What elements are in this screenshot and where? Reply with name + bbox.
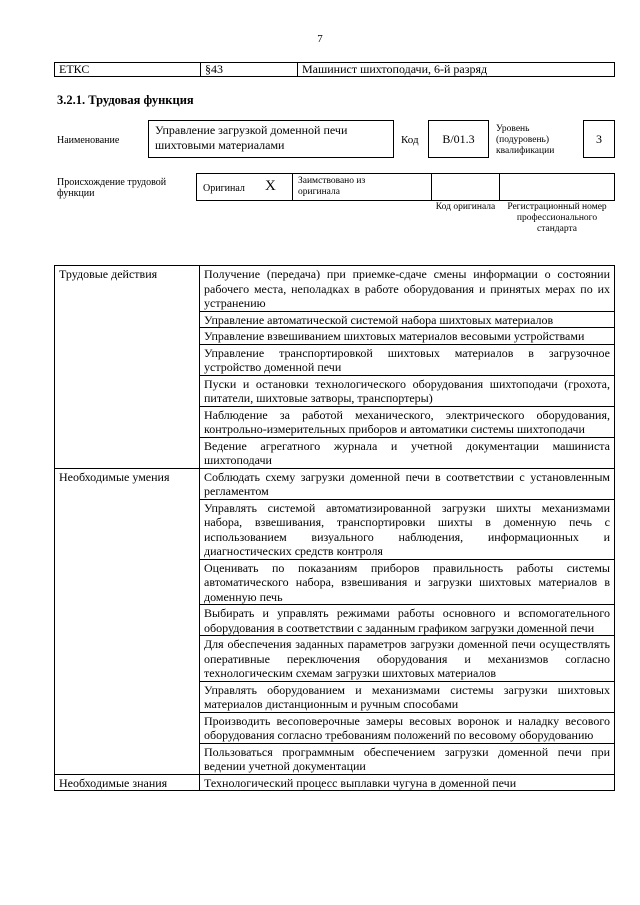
level-box (583, 120, 615, 158)
borrowed-box (292, 173, 432, 201)
labor-actions-item: Получение (передача) при приемке-сдаче смены информации о состоянии рабочего места, неполадках в работе оборудования и принятых мерах по их устранению (200, 266, 615, 312)
labor-actions-item: Управление взвешиванием шихтовых материалов весовыми устройствами (200, 328, 615, 345)
reg-number-box (499, 173, 615, 201)
required-skills-item: Управлять оборудованием и механизмами системы загрузки шихтовых материалов дистанционным и ручным способами (200, 681, 615, 712)
original-code-box (431, 173, 500, 201)
labor-actions-item: Наблюдение за работой механического, электрического оборудования, контрольно-измерительных приборов и автоматики системы шихтоподачи (200, 406, 615, 437)
table-row (55, 774, 615, 791)
level-value: 3 (596, 132, 602, 146)
required-skills-item: Производить весоповерочные замеры весовых воронок и наладку весового оборудования согласно требованиям положений по весовому оборудованию (200, 712, 615, 743)
required-skills-item: Для обеспечения заданных параметров загрузки доменной печи осуществлять оперативные переключения оборудования и механизмов согласно технологическим схемам загрузки шихтовых материалов (200, 636, 615, 682)
function-name-box (148, 120, 394, 158)
required-skills-item: Выбирать и управлять режимами работы основного и вспомогательного оборудования в соответствии с заданным графиком загрузки доменной печи (200, 605, 615, 636)
etks-paragraph-cell: §43 (201, 63, 298, 77)
table-row (55, 63, 615, 77)
labor-actions-item: Ведение агрегатного журнала и учетной документации машиниста шихтоподачи (200, 437, 615, 468)
level-label: Уровень (подуровень) квалификации (496, 124, 555, 156)
table-row (55, 468, 615, 499)
origin-label: Происхождение трудовой функции (57, 177, 167, 199)
code-value: В/01.3 (442, 132, 475, 146)
labor-actions-heading: Трудовые действия (55, 266, 200, 469)
etks-cell: ЕТКС (55, 63, 201, 77)
etks-profession-cell: Машинист шихтоподачи, 6-й разряд (298, 63, 615, 77)
required-skills-item: Управлять системой автоматизированной загрузки шихты механизмами набора, взвешивания, транспортировки шихты в доменную печь с использованием визуального наблюдения, информационных и диагностических средств контроля (200, 499, 615, 559)
required-knowledge-heading: Необходимые знания (55, 774, 200, 791)
original-label: Оригинал (203, 183, 245, 194)
labor-function-table (54, 265, 615, 791)
original-box (196, 173, 293, 201)
required-skills-item: Пользоваться программным обеспечением загрузки доменной печи при ведении учетной документации (200, 743, 615, 774)
table-row (55, 266, 615, 312)
reg-number-caption: Регистрационный номер профессионального стандарта (507, 202, 607, 234)
code-label: Код (401, 134, 419, 146)
section-title: 3.2.1. Трудовая функция (57, 93, 194, 107)
required-skills-item: Соблюдать схему загрузки доменной печи в соответствии с установленным регламентом (200, 468, 615, 499)
name-label: Наименование (57, 135, 120, 146)
labor-actions-item: Управление автоматической системой набора шихтовых материалов (200, 311, 615, 328)
required-skills-heading: Необходимые умения (55, 468, 200, 774)
labor-actions-item: Пуски и остановки технологического оборудования шихтоподачи (грохота, питатели, шихтовые затворы, транспортеры) (200, 375, 615, 406)
required-knowledge-item: Технологический процесс выплавки чугуна в доменной печи (200, 774, 615, 791)
etks-table (54, 62, 615, 77)
required-skills-item: Оценивать по показаниям приборов правильность работы системы автоматического набора, взвешивания и загрузки шихтовых материалов в доменную печь (200, 559, 615, 605)
original-code-caption: Код оригинала (435, 202, 496, 212)
function-name-value: Управление загрузкой доменной печи шихтовыми материалами (155, 123, 348, 152)
borrowed-label: Заимствовано из оригинала (298, 176, 366, 197)
page-number: 7 (317, 33, 323, 45)
labor-actions-item: Управление транспортировкой шихтовых материалов в загрузочное устройство доменной печи (200, 344, 615, 375)
original-mark: X (265, 178, 276, 194)
code-box (428, 120, 489, 158)
